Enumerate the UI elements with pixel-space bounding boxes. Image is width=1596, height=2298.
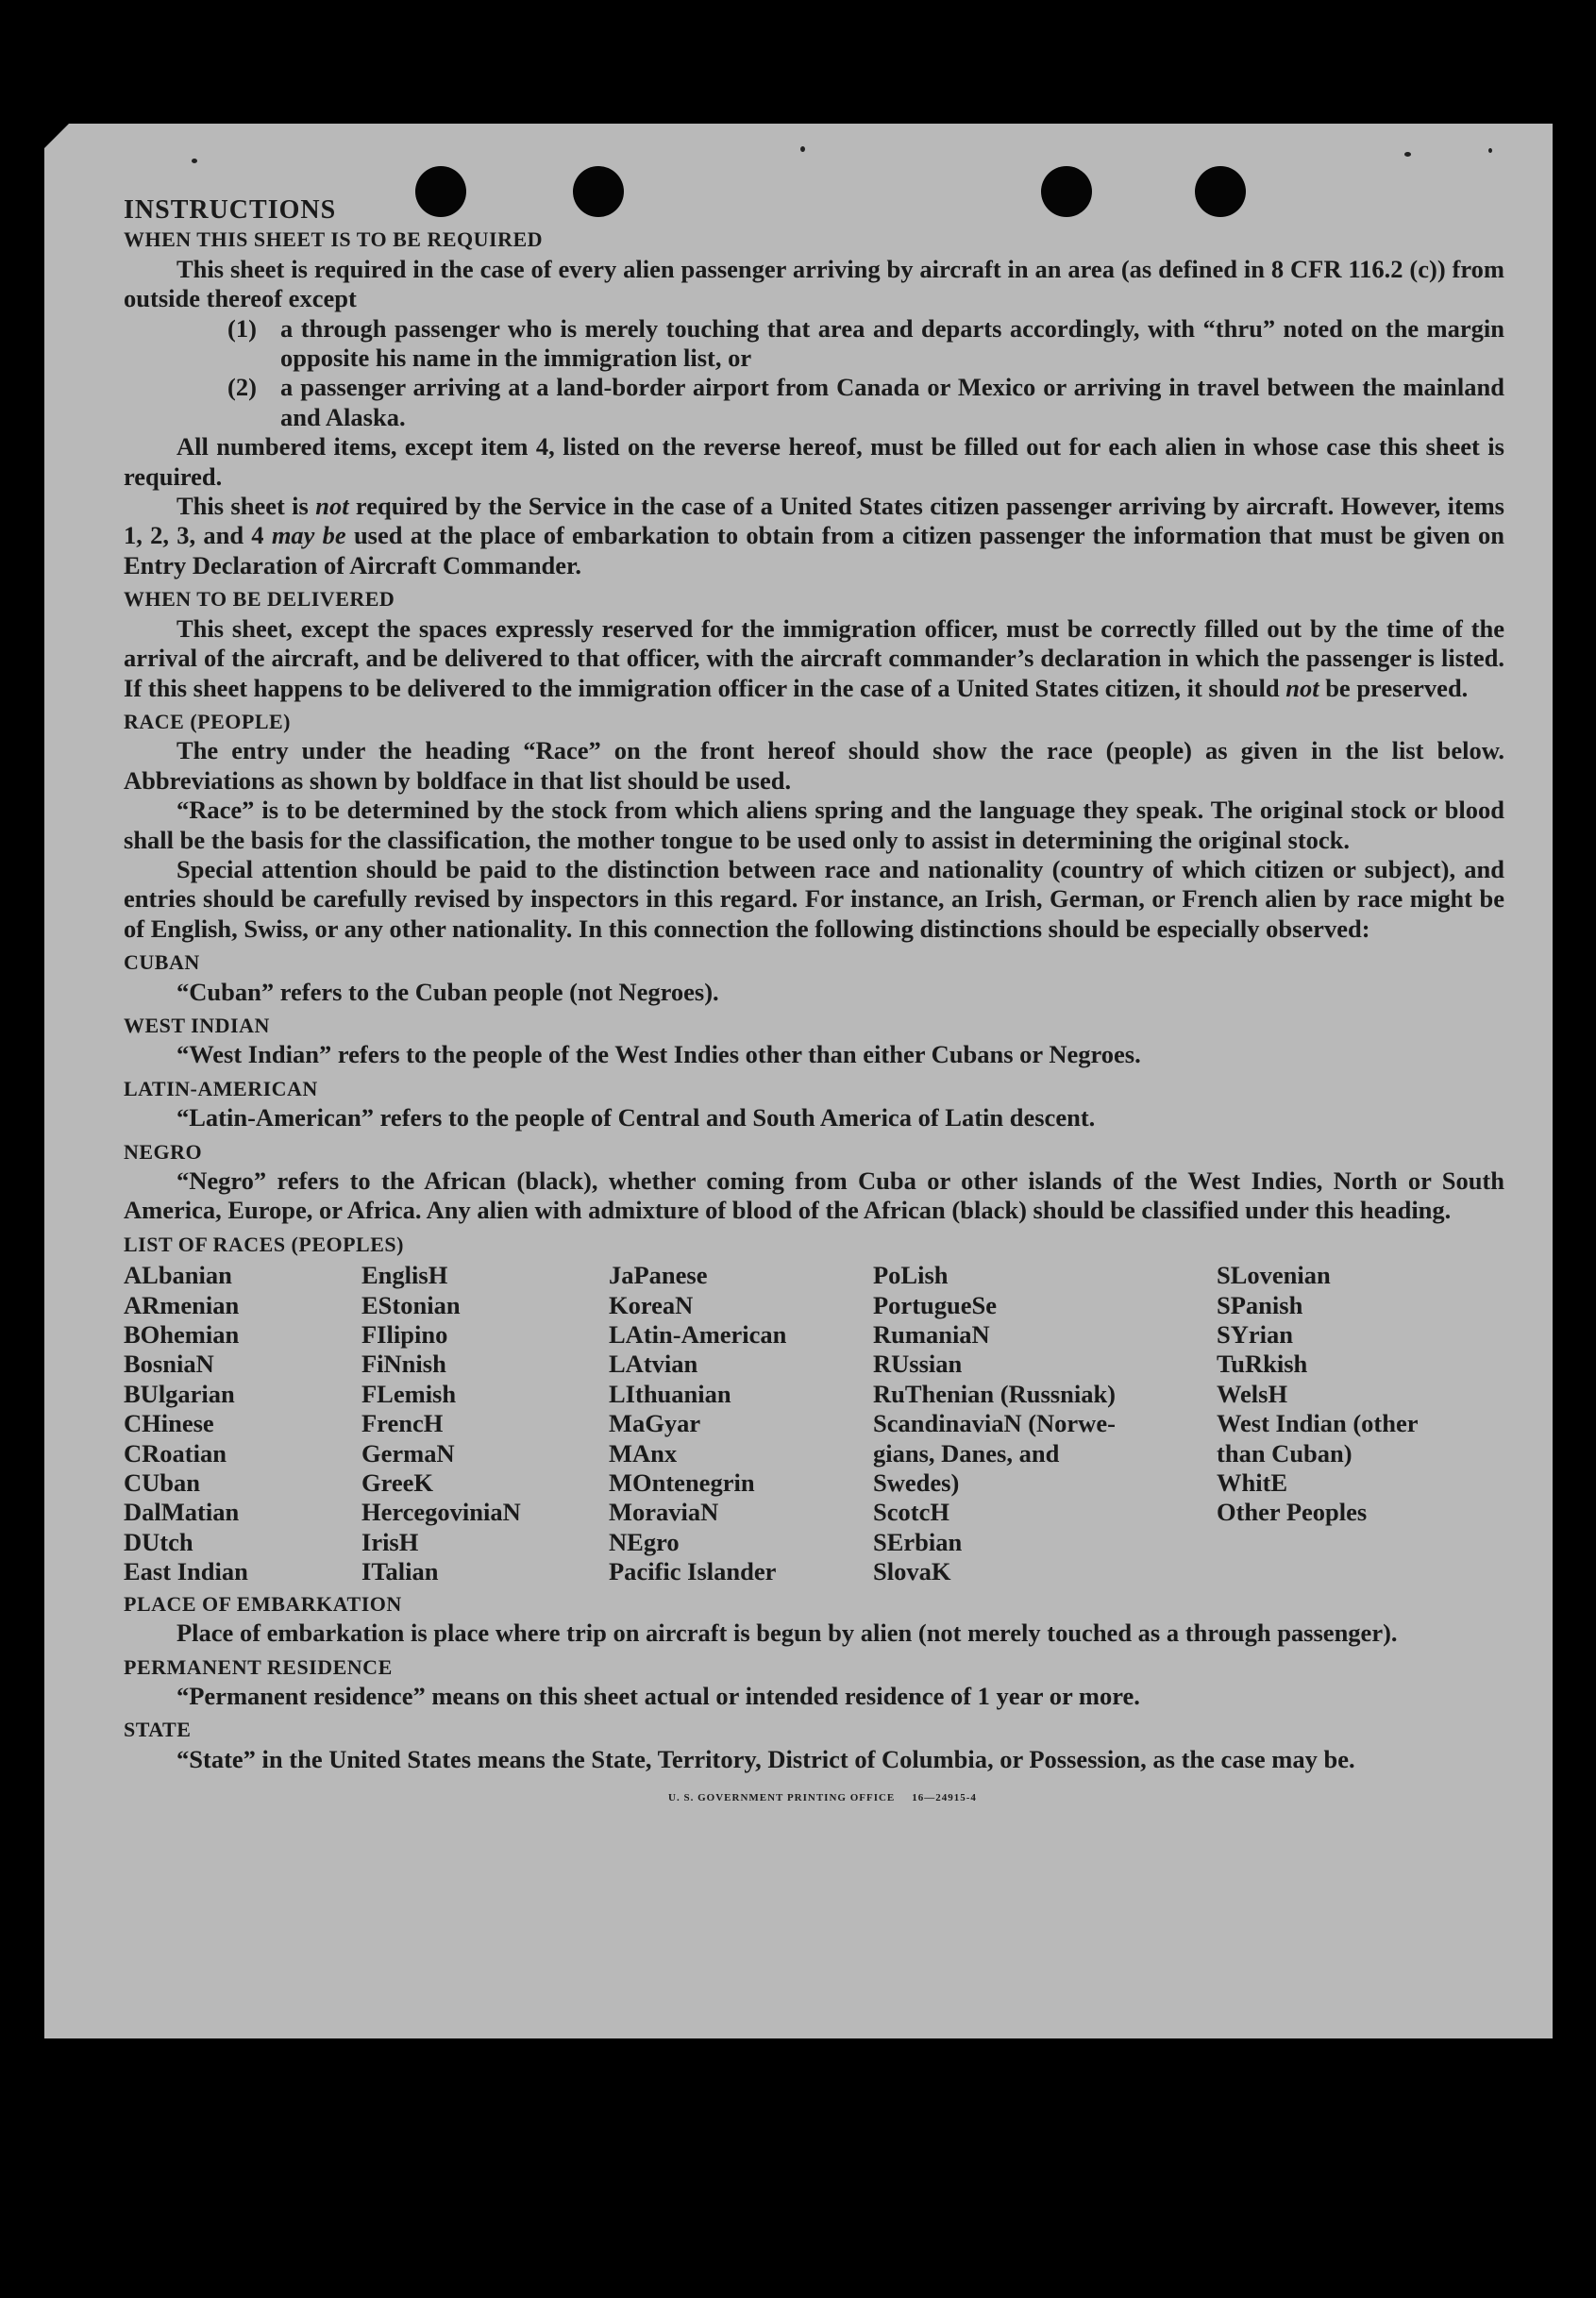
race-entry: GermaN bbox=[361, 1438, 455, 1468]
paragraph: “Cuban” refers to the Cuban people (not Negroes). bbox=[176, 977, 719, 1006]
printing-office: U. S. GOVERNMENT PRINTING OFFICE bbox=[668, 1792, 896, 1804]
race-entry: CHinese bbox=[124, 1409, 214, 1438]
text: required by the Service in the case of a United States citizen passenger arriving by aircraft. However, items 1, 2, 3, and 4 bbox=[124, 492, 1504, 550]
race-entry: MaGyar bbox=[609, 1409, 701, 1438]
race-entry: SPanish bbox=[1217, 1290, 1303, 1319]
race-entry: SLovenian bbox=[1217, 1261, 1331, 1290]
numbered-item bbox=[227, 373, 1504, 432]
race-entry: CUban bbox=[124, 1468, 201, 1498]
race-entry: West Indian (other than Cuban) bbox=[1217, 1409, 1419, 1468]
section-heading: PERMANENT RESIDENCE bbox=[124, 1654, 393, 1679]
race-list bbox=[124, 1261, 1504, 1586]
section-heading: WHEN TO BE DELIVERED bbox=[124, 587, 395, 612]
emphasis: may be bbox=[271, 521, 346, 550]
paragraph: All numbered items, except item 4, listed on the reverse hereof, must be filled out for each alien in whose case this sheet is required. bbox=[124, 432, 1504, 491]
race-entry: BUlgarian bbox=[124, 1379, 235, 1408]
race-entry: NEgro bbox=[609, 1527, 680, 1556]
race-entry: SYrian bbox=[1217, 1320, 1293, 1350]
paragraph bbox=[124, 614, 1504, 703]
section-heading: LATIN-AMERICAN bbox=[124, 1076, 318, 1100]
race-entry: Pacific Islander bbox=[609, 1557, 777, 1586]
text: This sheet, except the spaces expressly reserved for the immigration officer, must be correctly filled out by the time of the arrival of the aircraft, and be delivered to that officer, with the aircraft commander’s declaration in which the passenger is listed. If this sheet happens to be delivered to the immigration officer in the case of a United States citizen, it should bbox=[124, 613, 1504, 702]
race-column bbox=[609, 1261, 873, 1586]
race-entry: MOntenegrin bbox=[609, 1468, 755, 1498]
paragraph: “Permanent residence” means on this sheet actual or intended residence of 1 year or more. bbox=[176, 1681, 1140, 1710]
race-entry: ScotcH bbox=[873, 1498, 949, 1527]
section-heading: NEGRO bbox=[124, 1139, 203, 1164]
item-text: a through passenger who is merely touching that area and departs accordingly, with “thru” noted on the margin opposite his name in the immigration list, or bbox=[280, 313, 1504, 373]
race-entry: PoLish bbox=[873, 1261, 949, 1290]
item-text: a passenger arriving at a land-border airport from Canada or Mexico or arriving in travel between the mainland and Alaska. bbox=[280, 373, 1504, 431]
section-heading: PLACE OF EMBARKATION bbox=[124, 1591, 402, 1616]
paragraph: The entry under the heading “Race” on the front hereof should show the race (people) as given in the list below. Abbreviations as shown by boldface in that list should be used. bbox=[124, 736, 1504, 795]
numbered-item bbox=[227, 314, 1504, 374]
item-number: (2) bbox=[227, 373, 257, 402]
race-entry: WelsH bbox=[1217, 1379, 1288, 1408]
paragraph: “Latin-American” refers to the people of Central and South America of Latin descent. bbox=[176, 1103, 1096, 1132]
race-entry: GreeK bbox=[361, 1468, 434, 1498]
race-entry: BosniaN bbox=[124, 1350, 214, 1379]
paragraph: “State” in the United States means the State, Territory, District of Columbia, or Possession, as the case may be. bbox=[176, 1744, 1355, 1773]
document-title: INSTRUCTIONS bbox=[124, 195, 337, 225]
section-heading: LIST OF RACES (PEOPLES) bbox=[124, 1232, 404, 1256]
paragraph: This sheet is required in the case of every alien passenger arriving by aircraft in an area (as defined in 8 CFR 116.2 (c)) from outside thereof except bbox=[124, 254, 1504, 313]
race-entry: EnglisH bbox=[361, 1261, 448, 1290]
ink-speck bbox=[192, 159, 197, 163]
paragraph: “Negro” refers to the African (black), whether coming from Cuba or other islands of the West Indies, North or South America, Europe, or Africa. Any alien with admixture of blood of the African (black) should be classified under this heading. bbox=[124, 1166, 1504, 1225]
emphasis: not bbox=[1285, 673, 1319, 702]
section-heading: WEST INDIAN bbox=[124, 1013, 270, 1037]
race-entry: EStonian bbox=[361, 1290, 461, 1319]
race-entry: SlovaK bbox=[873, 1557, 951, 1586]
item-number: (1) bbox=[227, 313, 257, 343]
paragraph: Special attention should be paid to the distinction between race and nationality (country of which citizen or subject), and entries should be carefully revised by inspectors in this regard. For instance, an Irish, German, or French alien by race might be of English, Swiss, or any other nationality. In this connection the following distinctions should be especially observed: bbox=[124, 854, 1504, 943]
race-entry: HercegoviniaN bbox=[361, 1498, 521, 1527]
section-heading: CUBAN bbox=[124, 950, 200, 975]
section-heading: RACE (PEOPLE) bbox=[124, 709, 291, 733]
instructions-content bbox=[124, 195, 1504, 1814]
race-entry: DalMatian bbox=[124, 1498, 240, 1527]
race-entry: RuThenian (Russniak) bbox=[873, 1379, 1117, 1408]
race-entry: ScandinaviaN (Norwe- gians, Danes, and Swedes) bbox=[873, 1409, 1116, 1498]
race-entry: MAnx bbox=[609, 1438, 678, 1468]
race-entry: WhitE bbox=[1217, 1468, 1288, 1498]
ink-speck bbox=[1488, 148, 1492, 153]
race-entry: FrencH bbox=[361, 1409, 444, 1438]
race-entry: PortugueSe bbox=[873, 1290, 998, 1319]
ink-speck bbox=[1404, 152, 1411, 157]
document-sheet bbox=[44, 124, 1553, 2038]
text: used at the place of embarkation to obtain from a citizen passenger the information that must be given on Entry Declaration of Aircraft Commander. bbox=[124, 521, 1505, 579]
race-entry: DUtch bbox=[124, 1527, 193, 1556]
race-column bbox=[1217, 1261, 1504, 1586]
paragraph: Place of embarkation is place where trip on aircraft is begun by alien (not merely touched as a through passenger). bbox=[176, 1619, 1398, 1648]
race-entry: RumaniaN bbox=[873, 1320, 990, 1350]
race-entry: ARmenian bbox=[124, 1290, 240, 1319]
paragraph: “West Indian” refers to the people of the West Indies other than either Cubans or Negroes. bbox=[176, 1040, 1141, 1069]
race-entry: TuRkish bbox=[1217, 1350, 1308, 1379]
race-entry: ITalian bbox=[361, 1557, 439, 1586]
race-entry: LIthuanian bbox=[609, 1379, 731, 1408]
race-entry: SErbian bbox=[873, 1527, 963, 1556]
ink-speck bbox=[800, 146, 805, 152]
paragraph bbox=[124, 492, 1504, 580]
form-code: 16—24915-4 bbox=[912, 1792, 977, 1804]
paragraph: “Race” is to be determined by the stock from which aliens spring and the language they speak. The original stock or blood shall be the basis for the classification, the mother tongue to be used only to assist in determining the original stock. bbox=[124, 796, 1504, 854]
race-entry: FiNnish bbox=[361, 1350, 446, 1379]
section-heading: STATE bbox=[124, 1718, 192, 1742]
emphasis: not bbox=[315, 492, 349, 521]
race-column bbox=[361, 1261, 609, 1586]
race-entry: FIlipino bbox=[361, 1320, 448, 1350]
race-entry: FLemish bbox=[361, 1379, 457, 1408]
folded-corner bbox=[44, 124, 69, 148]
race-entry: CRoatian bbox=[124, 1438, 227, 1468]
section-heading: WHEN THIS SHEET IS TO BE REQUIRED bbox=[124, 227, 544, 252]
race-entry: ALbanian bbox=[124, 1261, 232, 1290]
printer-imprint bbox=[124, 1784, 1504, 1813]
race-entry: RUssian bbox=[873, 1350, 963, 1379]
race-entry: JaPanese bbox=[609, 1261, 708, 1290]
race-entry: IrisH bbox=[361, 1527, 419, 1556]
race-entry: Other Peoples bbox=[1217, 1498, 1368, 1527]
race-entry: KoreaN bbox=[609, 1290, 694, 1319]
race-entry: East Indian bbox=[124, 1557, 248, 1586]
text: be preserved. bbox=[1319, 673, 1469, 702]
race-entry: MoraviaN bbox=[609, 1498, 719, 1527]
text: This sheet is bbox=[176, 492, 316, 521]
race-entry: LAtin-American bbox=[609, 1320, 787, 1350]
race-column bbox=[873, 1261, 1217, 1586]
race-entry: BOhemian bbox=[124, 1320, 240, 1350]
race-entry: LAtvian bbox=[609, 1350, 698, 1379]
race-column bbox=[124, 1261, 361, 1586]
